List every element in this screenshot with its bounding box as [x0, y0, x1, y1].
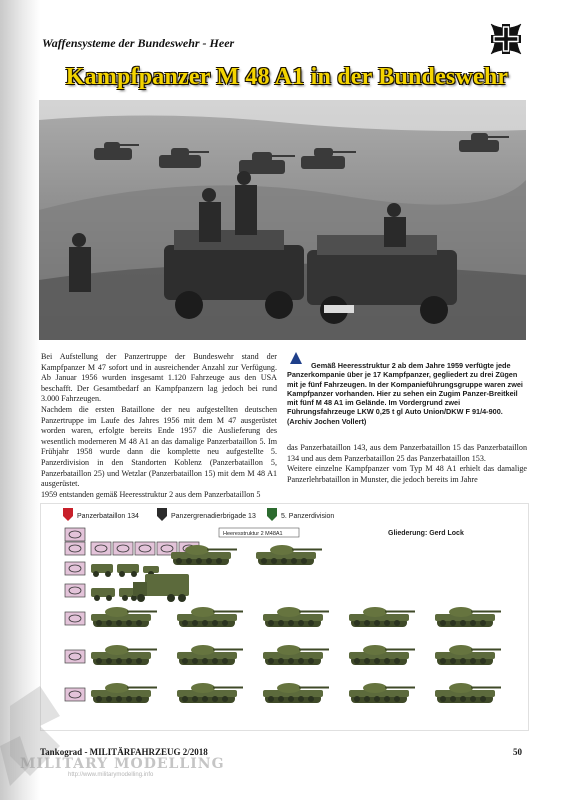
diagram-row-support [65, 562, 189, 602]
historical-photo [39, 100, 526, 340]
diagram-credit: Gliederung: Gerd Lock [388, 530, 464, 537]
headline: Kampfpanzer M 48 A1 in der Bundeswehr [65, 64, 509, 90]
tank-symbol [263, 645, 329, 665]
body-text-right-column [287, 443, 527, 485]
tank-symbol [435, 645, 501, 665]
photo-caption [287, 361, 524, 426]
tank-symbol [177, 645, 243, 665]
tank-symbol [263, 607, 329, 627]
watermark-text: MILITARY MODELLING [20, 756, 225, 772]
paragraph: Bei Aufstellung der Panzertruppe der Bundeswehr stand der Kampfpanzer M 47 sofort und in ausreichender Anzahl zur Verfügung. Ab Januar 1956 wurden insgesamt 1.120 Fahrzeuge aus den USA beschafft. Der Gesamtbedarf an Kampfpanzern lag jedoch bei rund 3.000 Fahrzeugen. [41, 352, 277, 404]
structure-label: Heeresstruktur 2 M48A1 [223, 531, 283, 537]
legend-label: 5. Panzerdivision [281, 513, 335, 520]
paragraph: Nachdem die ersten Bataillone der neu aufgestellten deutschen Panzertruppe im Laufe des Jahres 1956 mit dem M 47 ausgerüstet worden waren, erfolgte bereits Ende 1957 die Auslieferung des wesentlich moderneren M 48 A1 an das damalige Panzerbataillon 5. Im Frühjahr 1958 wurde dann die komplette neu aufgestellte 5. Panzerdivision in den Standorten Koblenz (Panzerbataillon 5, Panzerbataillon 25) und Wetzlar (Panzerbataillon 15) mit dem M 48 A1 ausgerüstet. [41, 404, 277, 489]
legend-label: Panzerbataillon 134 [77, 513, 139, 520]
tank-symbol [349, 645, 415, 665]
caption-text: Gemäß Heeresstruktur 2 ab dem Jahre 1959 verfügte jede Panzerkompanie über je 17 Kampfpanzer, gegliedert zu drei Zügen mit je fünf Fahrzeugen. In der Kompanieführungsgruppe waren zwei Kampfpanzer vorhanden. Hier zu sehen ein Zugim Panzer-Breitkeil mit fünf M 48 A1 im Gelände. Im Vordergrund zwei Führungsfahrzeuge LKW 0,25 t gl Auto Union/DKW F 91/4-900. (Archiv Jochen Vollert) [287, 361, 523, 426]
company-unit-symbol [65, 612, 85, 625]
tank-symbol [256, 545, 322, 565]
tank-symbol [349, 607, 415, 627]
company-unit-symbol [65, 650, 85, 663]
tank-symbol [349, 683, 415, 703]
page-number: 50 [513, 747, 522, 757]
diagram-legend [63, 508, 334, 521]
tank-symbol [435, 683, 501, 703]
left-decorative-band [0, 0, 40, 800]
watermark-logo [0, 686, 200, 796]
legend-label: Panzergrenadierbrigade 13 [171, 513, 256, 520]
paragraph: Weitere einzelne Kampfpanzer vom Typ M 48 A1 erhielt das damalige Panzerlehrbataillon in Munster, die jedoch bereits im Jahre [287, 464, 527, 484]
paragraph: das Panzerbataillon 143, aus dem Panzerbataillon 15 das Panzerbataillon 134 und aus dem Panzerbataillon 25 das Panzerbataillon 153. [287, 443, 527, 463]
paragraph: 1959 entstanden gemäß Heeresstruktur 2 aus dem Panzerbataillon 5 [41, 489, 261, 499]
tank-symbol [177, 607, 243, 627]
tank-symbol [435, 607, 501, 627]
iron-cross-icon [489, 22, 523, 56]
section-title: Waffensysteme der Bundeswehr - Heer [42, 36, 235, 50]
footer-publication: Tankograd - MILITÄRFAHRZEUG 2/2018 [40, 747, 208, 757]
body-text-left-column [41, 352, 277, 500]
tank-symbol [91, 607, 157, 627]
tank-symbol [91, 645, 157, 665]
tank-symbol [263, 683, 329, 703]
watermark-subtext: http://www.militarymodelling.info [68, 772, 154, 778]
